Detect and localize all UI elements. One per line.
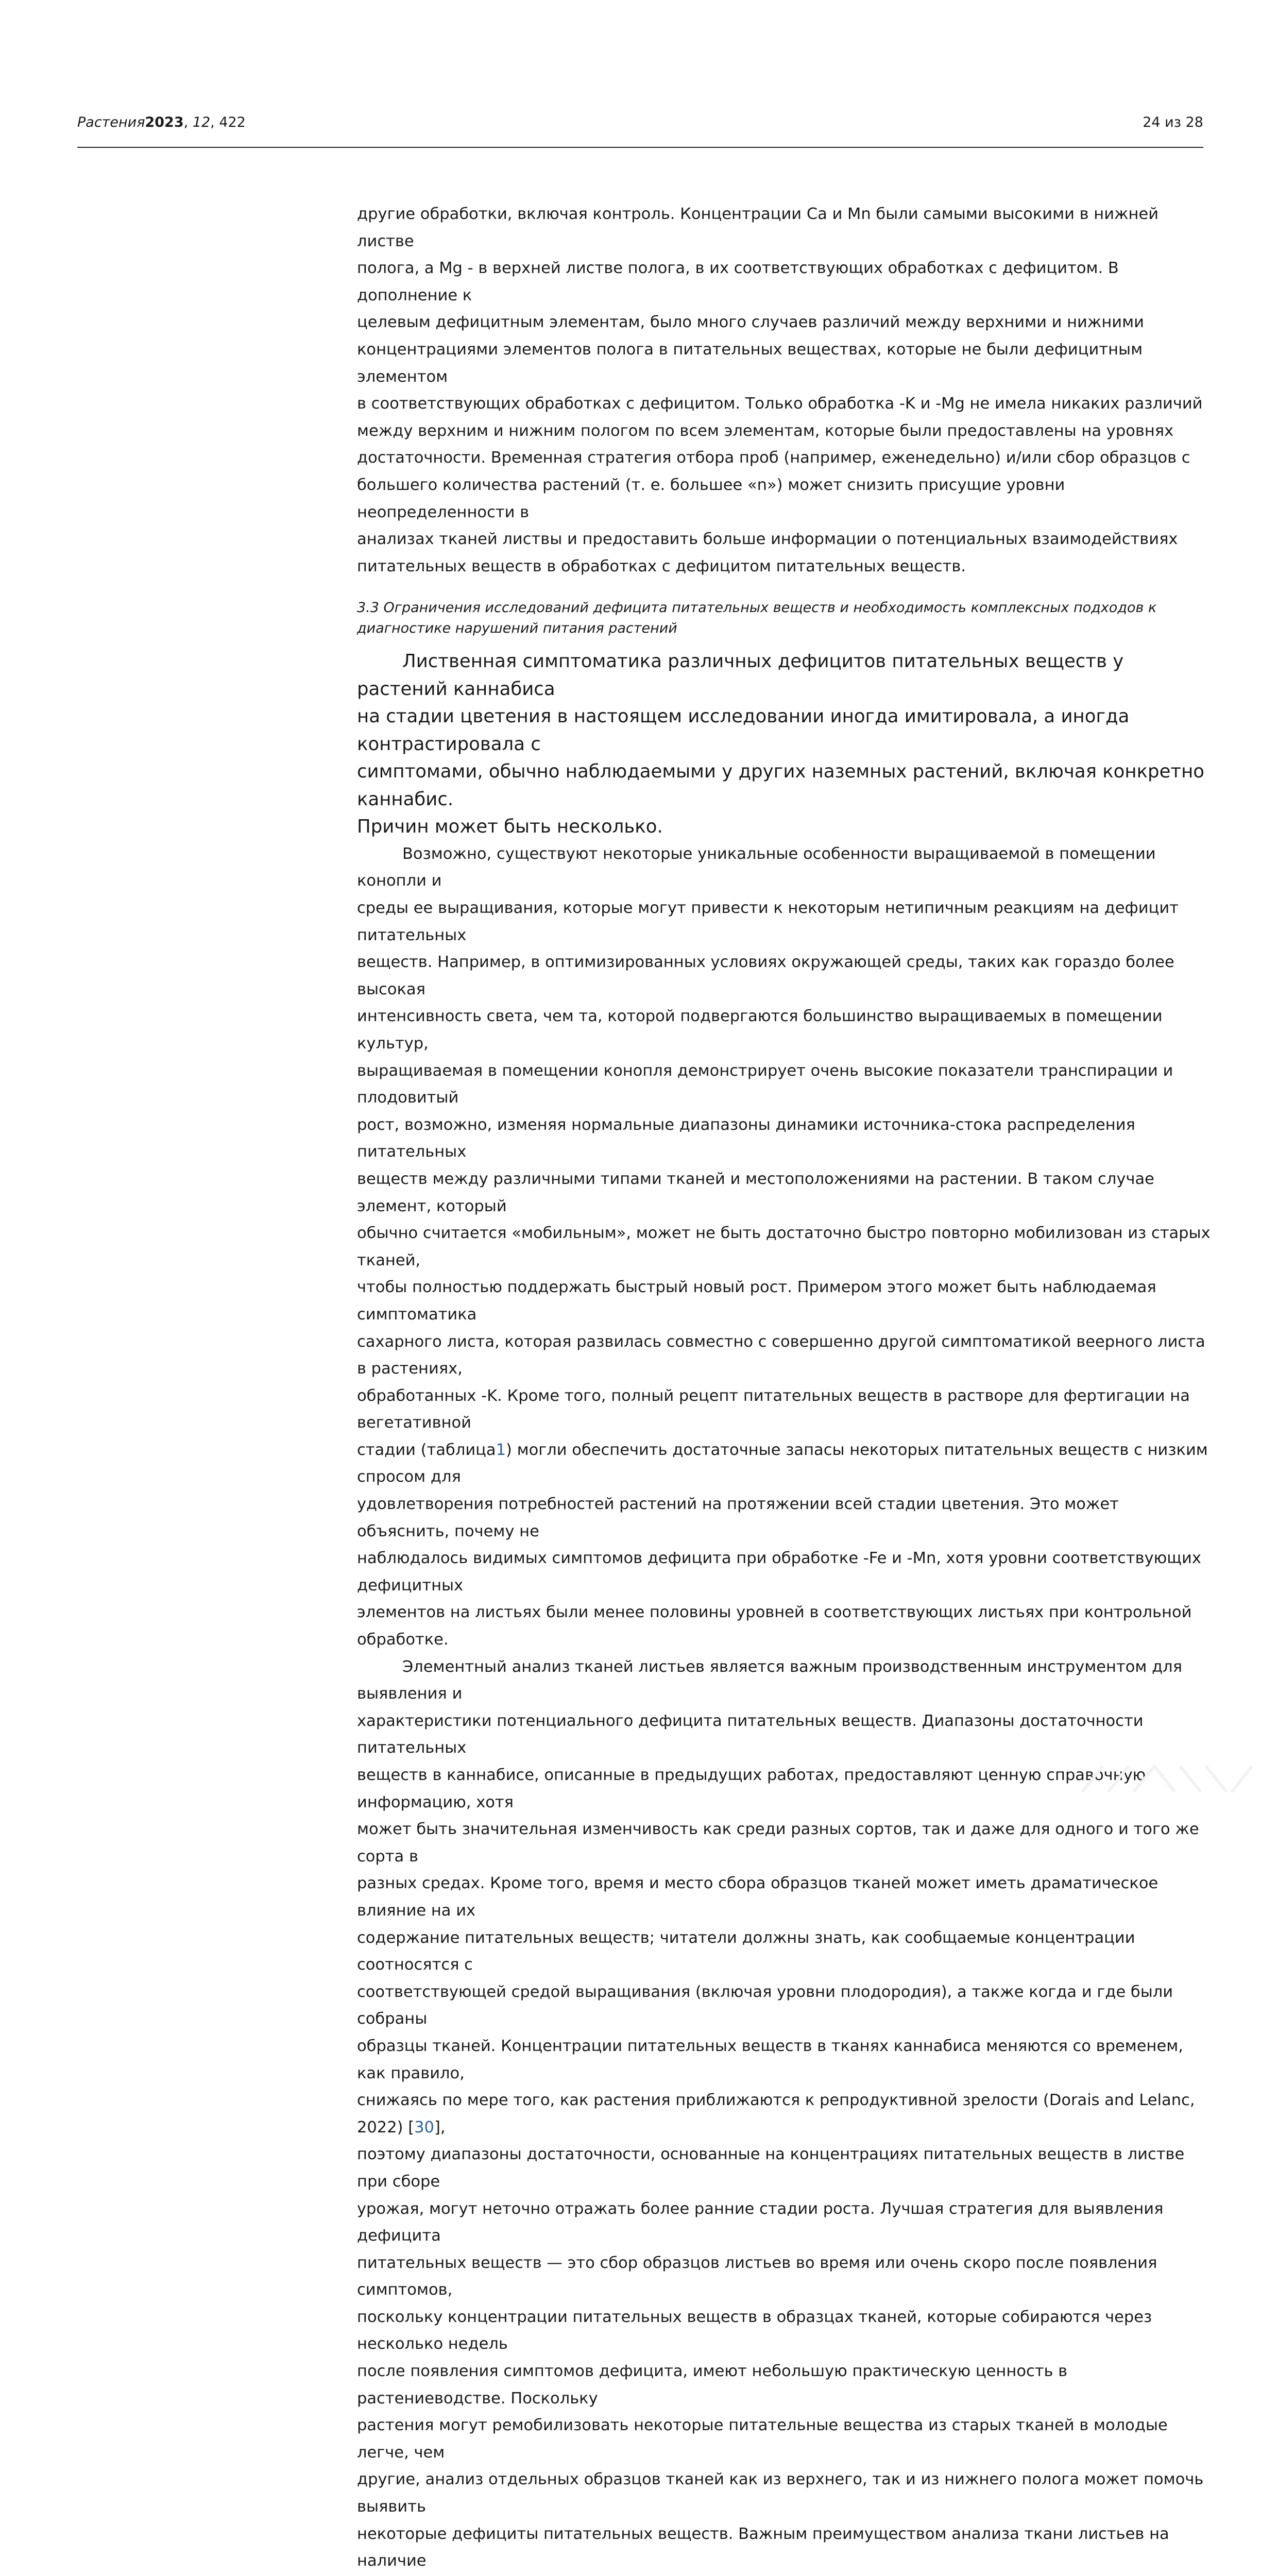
header-divider — [77, 147, 1203, 148]
text-line: интенсивность света, чем та, которой подвергаются большинство выращиваемых в помещении культур, — [357, 1007, 1163, 1053]
text-line: другие, анализ отдельных образцов тканей как из верхнего, так и из нижнего полога может помочь выявить — [357, 2470, 1204, 2516]
text-line: Элементный анализ тканей листьев является важным производственным инструментом для выявления и — [357, 1657, 1183, 1703]
lead-paragraph — [357, 648, 1212, 841]
text-line: питательных веществ — это сбор образцов листьев во время или очень скоро после появления симптомов, — [357, 2253, 1157, 2299]
text-line: удовлетворения потребностей растений на протяжении всей стадии цветения. Это может объяснить, почему не — [357, 1495, 1119, 1540]
text-line: соответствующей средой выращивания (включая уровни плодородия), а также когда и где были собраны — [357, 1982, 1173, 2028]
paragraph-continued — [357, 201, 1212, 580]
text-line: питательных веществ в обработках с дефицитом питательных веществ. — [357, 557, 966, 575]
journal-citation: Растения2023, 12, 422 — [77, 114, 246, 130]
text-line: некоторые дефициты питательных веществ. Важным преимуществом анализа ткани листьев на наличие — [357, 2524, 1169, 2570]
text-line: снижаясь по мере того, как растения приближаются к репродуктивной зрелости (Dorais and Lelanc, 2022) [ — [357, 2091, 1195, 2137]
text-line: растения могут ремобилизовать некоторые питательные вещества из старых тканей в молодые легче, чем — [357, 2416, 1168, 2462]
reference-link[interactable]: 30 — [414, 2118, 434, 2137]
text-line: среды ее выращивания, которые могут привести к некоторым нетипичным реакциям на дефицит питательных — [357, 899, 1179, 944]
text-line: другие обработки, включая контроль. Концентрации Ca и Mn были самыми высокими в нижней листве — [357, 205, 1159, 250]
text-line: 3.3 Ограничения исследований дефицита питательных веществ и необходимость комплексных подходов к — [357, 600, 1157, 616]
section-heading — [357, 598, 1212, 639]
text-line: диагностике нарушений питания растений — [357, 620, 677, 637]
paragraph — [357, 841, 1212, 1654]
text-line: достаточности. Временная стратегия отбора проб (например, еженедельно) и/или сбор образцов с — [357, 449, 1190, 467]
text-line: обычно считается «мобильным», может не быть достаточно быстро повторно мобилизован из старых тканей, — [357, 1224, 1211, 1269]
text-line: Возможно, существуют некоторые уникальные особенности выращиваемой в помещении конопли и — [357, 844, 1156, 890]
text-line: полога, а Mg - в верхней листве полога, в их соответствующих обработках с дефицитом. В дополнение к — [357, 259, 1119, 304]
text-line: веществ. Например, в оптимизированных условиях окружающей среды, таких как гораздо более высокая — [357, 953, 1174, 998]
text-line: ], — [434, 2118, 446, 2137]
text-line: содержание питательных веществ; читатели должны знать, как сообщаемые концентрации соотносятся с — [357, 1928, 1135, 1974]
page-number: 24 из 28 — [1143, 114, 1203, 130]
text-line: симптомами, обычно наблюдаемыми у других наземных растений, включая конкретно каннабис. — [357, 761, 1205, 810]
text-line: может быть значительная изменчивость как среди разных сортов, так и даже для одного и того же сорта в — [357, 1820, 1199, 1866]
text-line: сахарного листа, которая развилась совместно с совершенно другой симптоматикой веерного листа в растениях, — [357, 1332, 1205, 1378]
text-line: веществ между различными типами тканей и местоположениями на растении. В таком случае элемент, который — [357, 1170, 1154, 1215]
text-line: Причин может быть несколько. — [357, 816, 663, 838]
text-line: в соответствующих обработках с дефицитом. Только обработка -K и -Mg не имела никаких различий — [357, 395, 1203, 413]
text-line: анализах тканей листвы и предоставить больше информации о потенциальных взаимодействиях — [357, 530, 1178, 549]
text-line: разных средах. Кроме того, время и место сбора образцов тканей может иметь драматическое влияние на их — [357, 1874, 1158, 1920]
text-line: обработанных -K. Кроме того, полный рецепт питательных веществ в растворе для фертигации на вегетативной — [357, 1386, 1190, 1432]
text-line: рост, возможно, изменяя нормальные диапазоны динамики источника-стока распределения питательных — [357, 1115, 1135, 1161]
text-line: веществ в каннабисе, описанные в предыдущих работах, предоставляют ценную справочную информацию, хотя — [357, 1766, 1146, 1811]
text-line: на стадии цветения в настоящем исследовании иногда имитировала, а иногда контрастировала с — [357, 706, 1130, 755]
text-line: поэтому диапазоны достаточности, основанные на концентрациях питательных веществ в листве при сборе — [357, 2145, 1185, 2191]
text-line: Лиственная симптоматика различных дефицитов питательных веществ у растений каннабиса — [357, 651, 1124, 700]
text-line: поскольку концентрации питательных веществ в образцах тканей, которые собираются через несколько недель — [357, 2308, 1152, 2353]
text-line: урожая, могут неточно отражать более ранние стадии роста. Лучшая стратегия для выявления дефицита — [357, 2199, 1164, 2245]
text-line: образцы тканей. Концентрации питательных веществ в тканях каннабиса меняются со временем, как правило, — [357, 2037, 1183, 2082]
watermark-logo — [1077, 1761, 1263, 1797]
reference-link[interactable]: 1 — [496, 1440, 506, 1459]
text-line: наблюдалось видимых симптомов дефицита при обработке -Fe и -Mn, хотя уровни соответствующих дефицитных — [357, 1549, 1201, 1595]
text-column — [357, 201, 1212, 2576]
text-line: целевым дефицитным элементам, было много случаев различий между верхними и нижними — [357, 313, 1144, 332]
text-line: концентрациями элементов полога в питательных веществах, которые не были дефицитным элементом — [357, 340, 1143, 386]
text-line: выращиваемая в помещении конопля демонстрирует очень высокие показатели транспирации и плодовитый — [357, 1061, 1173, 1107]
text-line: стадии (таблица — [357, 1440, 496, 1459]
running-header — [77, 114, 1203, 130]
text-line: после появления симптомов дефицита, имеют небольшую практическую ценность в растениеводстве. Поскольку — [357, 2362, 1068, 2408]
text-line: между верхним и нижним пологом по всем элементам, которые были предоставлены на уровнях — [357, 421, 1174, 440]
text-line: чтобы полностью поддержать быстрый новый рост. Примером этого может быть наблюдаемая симптоматика — [357, 1278, 1156, 1324]
text-line: большего количества растений (т. е. большее «n») может снизить присущие уровни неопределенности в — [357, 476, 1065, 521]
text-line: характеристики потенциального дефицита питательных веществ. Диапазоны достаточности питательных — [357, 1711, 1144, 1757]
text-line: элементов на листьях были менее половины уровней в соответствующих листьях при контрольной обработке. — [357, 1603, 1192, 1649]
text-line: ) могли обеспечить достаточные запасы некоторых питательных веществ с низким спросом для — [357, 1440, 1208, 1486]
